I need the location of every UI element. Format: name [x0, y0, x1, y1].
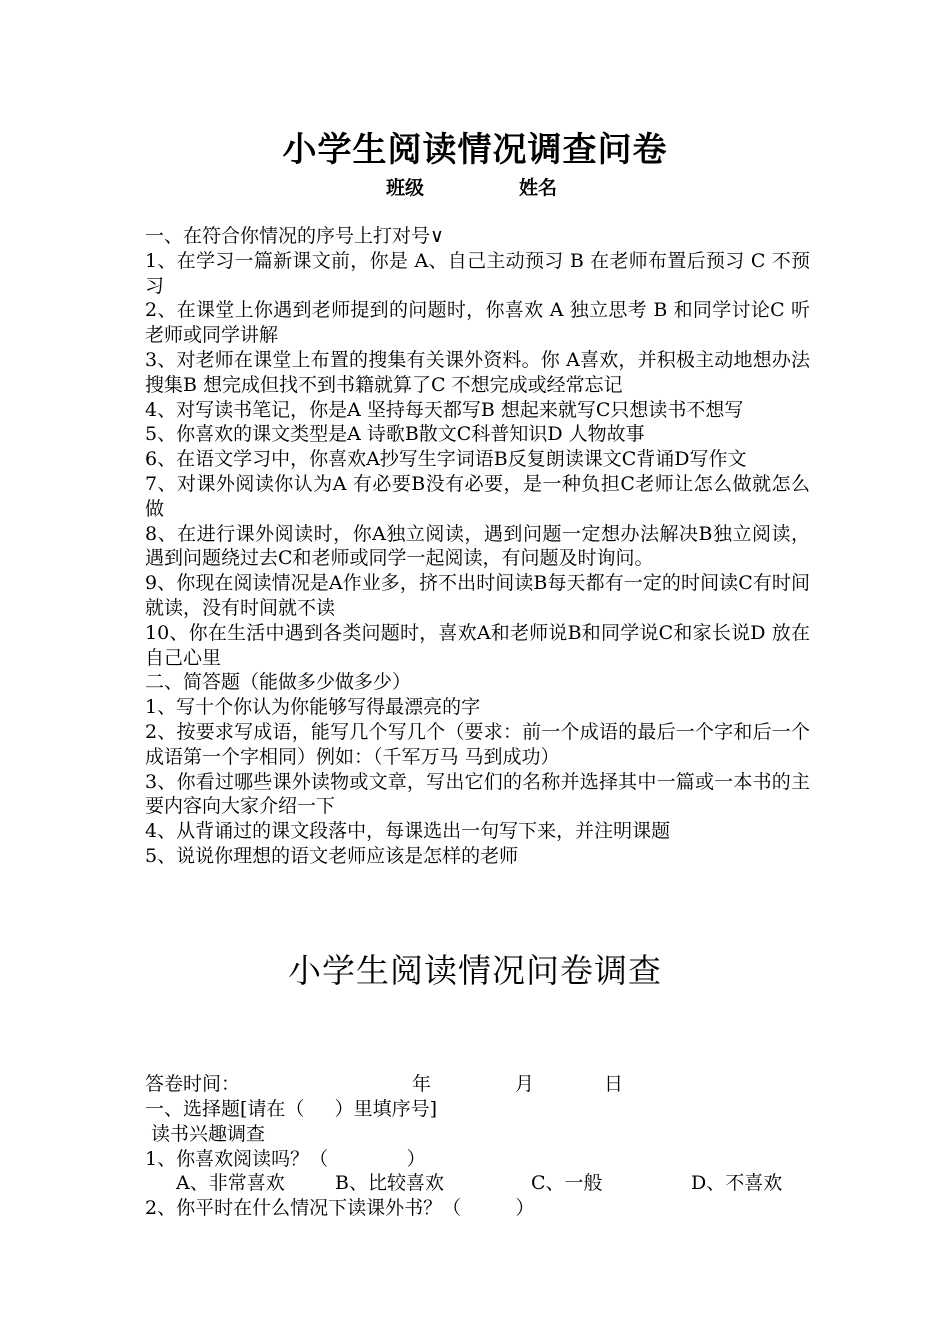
short-question-4: 4、从背诵过的课文段落中，每课选出一句写下来，并注明课题 [145, 820, 671, 843]
survey2-title: 小学生阅读情况问卷调查 [288, 951, 662, 990]
q1-option-b: B、比较喜欢 [335, 1172, 444, 1194]
question-1: 1、在学习一篇新课文前，你是 A、自己主动预习 B 在老师布置后预习 C 不预习 [145, 249, 810, 297]
q1-option-a: A、非常喜欢 [176, 1172, 285, 1194]
survey-title: 小学生阅读情况调查问卷 [282, 130, 668, 170]
question-4: 4、对写读书笔记，你是A 坚持每天都写B 想起来就写C只想读书不想写 [145, 398, 744, 421]
section1-choice-heading: 一、选择题[请在（ ）里填序号] [145, 1098, 438, 1120]
question-2: 2、在课堂上你遇到老师提到的问题时，你喜欢 A 独立思考 B 和同学讨论C 听老师或同学讲解 [145, 299, 810, 347]
question-8: 8、在进行课外阅读时，你A独立阅读，遇到问题一定想办法解决B独立阅读，遇到问题绕过去C和老师或同学一起阅读，有问题及时询问。 [145, 522, 810, 570]
choice-question-2: 2、你平时在什么情况下读课外书？（ ） [145, 1197, 535, 1219]
survey-body [145, 224, 810, 869]
short-question-3: 3、你看过哪些课外读物或文章，写出它们的名称并选择其中一篇或一本书的主要内容向大家介绍一下 [145, 770, 810, 818]
question-10: 10、你在生活中遇到各类问题时，喜欢A和老师说B和同学说C和家长说D 放在自己心里 [145, 621, 810, 669]
question-6: 6、在语文学习中，你喜欢A抄写生字词语B反复朗读课文C背诵D写作文 [145, 448, 747, 471]
question-3: 3、对老师在课堂上布置的搜集有关课外资料。你 A喜欢，并积极主动地想办法搜集B 想完成但找不到书籍就算了C 不想完成或经常忘记 [145, 348, 810, 396]
month-label: 月 [515, 1073, 535, 1095]
reading-interest-subheading: 读书兴趣调查 [145, 1123, 266, 1145]
choice-question-1: 1、你喜欢阅读吗？（ ） [145, 1148, 426, 1170]
class-label: 班级 [386, 177, 425, 199]
question-5: 5、你喜欢的课文类型是A 诗歌B散文C科普知识D 人物故事 [145, 423, 645, 446]
section2-heading: 二、简答题（能做多少做多少） [145, 671, 412, 694]
short-question-2: 2、按要求写成语，能写几个写几个（要求：前一个成语的最后一个字和后一个成语第一个字相同）例如：（千军万马 马到成功） [145, 720, 810, 768]
section1-heading: 一、在符合你情况的序号上打对号∨ [145, 225, 444, 247]
question-7: 7、对课外阅读你认为A 有必要B没有必要，是一种负担C老师让怎么做就怎么做 [145, 472, 810, 520]
day-label: 日 [604, 1073, 624, 1095]
short-question-1: 1、写十个你认为你能够写得最漂亮的字 [145, 696, 481, 719]
question-9: 9、你现在阅读情况是A作业多，挤不出时间读B每天都有一定的时间读C有时间就读，没有时间就不读 [145, 572, 810, 619]
answer-time-label: 答卷时间： [145, 1073, 241, 1095]
q1-option-d: D、不喜欢 [691, 1172, 783, 1194]
name-label: 姓名 [519, 177, 558, 199]
q1-option-c: C、一般 [531, 1172, 603, 1194]
year-label: 年 [412, 1073, 432, 1095]
short-question-5: 5、说说你理想的语文老师应该是怎样的老师 [145, 844, 519, 867]
